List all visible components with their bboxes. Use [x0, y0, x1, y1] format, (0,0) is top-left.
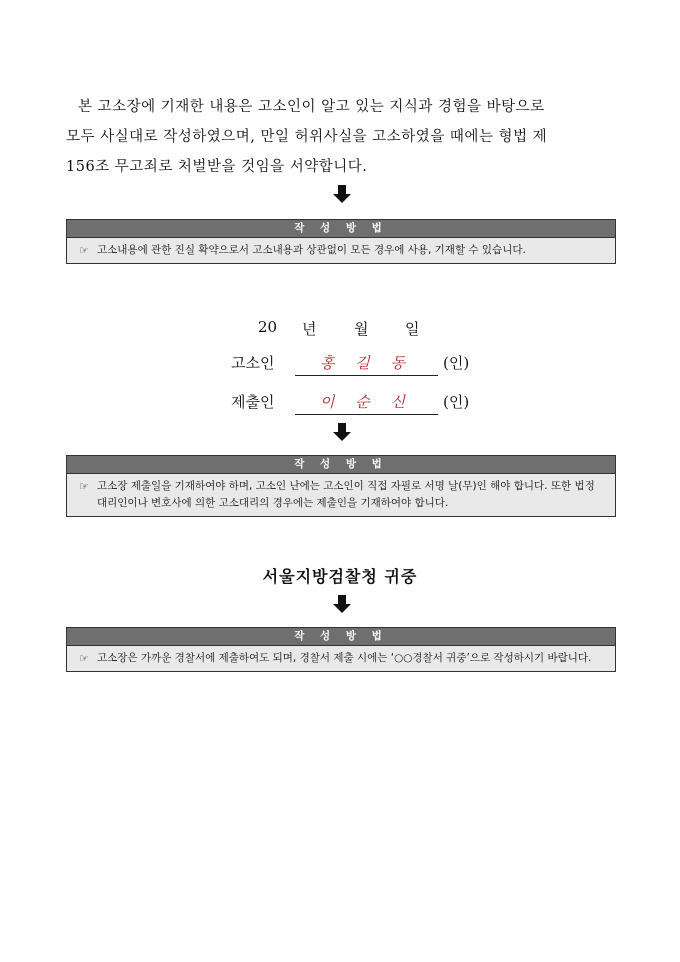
instruction-text: 고소장 제출일을 기재하여야 하며, 고소인 난에는 고소인이 직접 자필로 서명 날(무)인 해야 합니다. 또한 법정대리인이나 변호사에 의한 고소대리의 경우에는 제출인을 기재하여야 합니다. [97, 480, 595, 509]
instruction-box-2 [66, 455, 616, 517]
date-month: 월 [354, 320, 369, 338]
submitter-seal: (인) [443, 393, 470, 411]
instruction-body [67, 238, 615, 263]
complainant-label: 고소인 [231, 354, 275, 372]
down-arrow-icon [332, 594, 352, 614]
pointing-hand-icon: ☞ [79, 480, 89, 493]
date-year: 년 [302, 320, 317, 338]
instruction-header: 작 성 방 법 [67, 456, 615, 474]
complainant-seal: (인) [443, 354, 470, 372]
pledge-line: 모두 사실대로 작성하였으며, 만일 허위사실을 고소하였을 때에는 형법 제 [66, 129, 548, 145]
pointing-hand-icon: ☞ [79, 652, 89, 665]
instruction-box-1 [66, 219, 616, 264]
recipient-office: 서울지방검찰청 귀중 [262, 567, 418, 586]
instruction-text: 고소장은 가까운 경찰서에 제출하여도 되며, 경찰서 제출 시에는 ‘○○경찰서 귀중’으로 작성하시기 바랍니다. [97, 652, 592, 664]
pledge-text [66, 92, 614, 182]
instruction-header: 작 성 방 법 [67, 628, 615, 646]
pointing-hand-icon: ☞ [79, 244, 89, 257]
instruction-header: 작 성 방 법 [67, 220, 615, 238]
instruction-text: 고소내용에 관한 진실 확약으로서 고소내용과 상관없이 모든 경우에 사용, 기재할 수 있습니다. [97, 244, 526, 256]
down-arrow-icon [332, 422, 352, 442]
complainant-name: 홍 길 동 [295, 352, 438, 376]
submitter-name: 이 순 신 [295, 391, 438, 415]
date-year-prefix: 20 [258, 318, 278, 336]
instruction-body [67, 474, 615, 516]
pledge-line: 156조 무고죄로 처벌받을 것임을 서약합니다. [66, 159, 368, 175]
down-arrow-icon [332, 184, 352, 204]
date-day: 일 [405, 320, 420, 338]
instruction-box-3 [66, 627, 616, 672]
submitter-label: 제출인 [231, 393, 275, 411]
pledge-line: 본 고소장에 기재한 내용은 고소인이 알고 있는 지식과 경험을 바탕으로 [78, 99, 545, 115]
instruction-body [67, 646, 615, 671]
